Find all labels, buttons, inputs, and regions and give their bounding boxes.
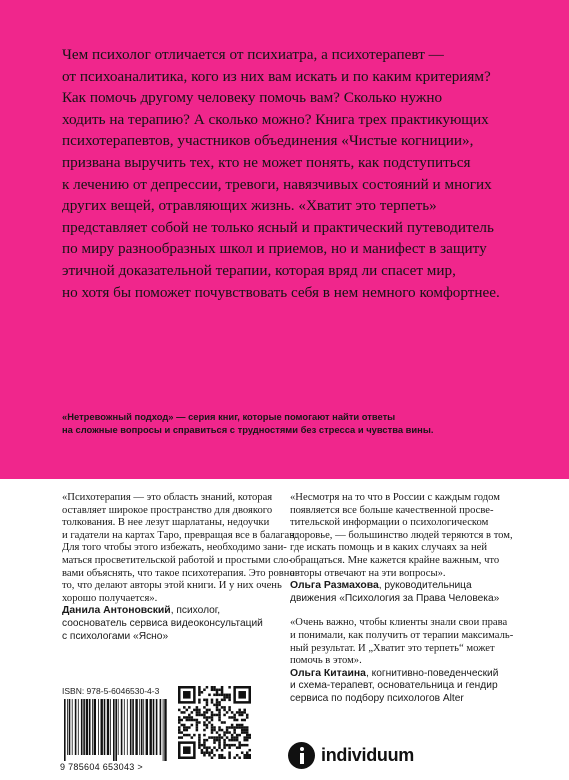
- quote-line: «Психотерапия — это область знаний, которая: [62, 492, 273, 503]
- blurb-line: ходить на терапию? А сколько можно? Книга трех практикующих: [62, 110, 489, 128]
- blurb-line: от психоаналитика, кого из них вам искать и по каким критериям?: [62, 67, 491, 85]
- blurb-line: Чем психолог отличается от психиатра, а психотерапевт —: [62, 46, 444, 63]
- quote-line: оставляет широкое пространство для двоякого: [62, 504, 273, 516]
- quote-author-role: , психолог,: [170, 605, 221, 617]
- quote-line: здоровье, — большинство людей теряются в том,: [290, 529, 513, 541]
- blurb-line: Как помочь другому человеку помочь вам? Сколько нужно: [62, 89, 443, 107]
- quote-line: тительской информации о психологическом: [290, 517, 489, 529]
- isbn-label: ISBN: 978-5-6046530-4-3: [62, 686, 160, 696]
- quote-author-role: сервиса по подбору психологов Alter: [290, 692, 464, 704]
- blurb-line: представляет собой не только ясный и практический путеводитель: [62, 218, 494, 236]
- quote-line: ный результат. И „Хватит это терпеть“ может: [290, 642, 495, 654]
- quote-kitaina: [290, 617, 530, 705]
- quote-line: «Очень важно, чтобы клиенты знали свои права: [290, 617, 508, 629]
- quote-line: хорошо получается».: [62, 592, 158, 604]
- quote-line: толкования. В нее лезут шарлатаны, недоучки: [62, 517, 270, 529]
- blurb-line: этичной доказательной терапии, которая вряд ли спасет мир,: [62, 261, 456, 279]
- quote-left-column: [62, 492, 298, 643]
- blurb-line: психотерапевтов, участников объединения «Чистые когниции»,: [62, 132, 474, 150]
- quote-line: обращаться. Мне кажется крайне важным, что: [290, 554, 500, 566]
- quote-line: где искать помощь и в каких случаях за ней: [290, 542, 487, 554]
- quote-line: и понимали, как получить от терапии максималь-: [290, 629, 514, 641]
- blurb-line: к лечению от депрессии, тревоги, навязчивых состояний и многих: [62, 175, 492, 193]
- blurb-line: по миру разнообразных школ и приемов, но и манифест в защиту: [62, 240, 487, 258]
- quote-line: и гадатели на картах Таро, превращая все в балаган.: [62, 529, 298, 541]
- series-description: [62, 410, 522, 436]
- quote-author-role: с психологами «Ясно»: [62, 630, 169, 642]
- quote-line: авторы отвечают на эти вопросы».: [290, 567, 446, 579]
- blurb-line: призвана выручить тех, кто не может понять, как подступиться: [62, 153, 471, 171]
- blurb-line: других вещей, отравляющих жизнь. «Хватит это терпеть»: [62, 197, 437, 215]
- quote-antonovsky: [62, 492, 298, 605]
- barcode-icon: [62, 699, 170, 761]
- quote-line: то, что делают авторы этой книги. И у них очень: [62, 580, 282, 592]
- quote-author-name: Ольга Размахова: [290, 580, 379, 592]
- quote-author-role: , когнитивно-поведенческий: [365, 667, 499, 679]
- series-line: на сложные вопросы и справиться с трудностями без стресса и чувства вины.: [62, 424, 434, 435]
- quote-author-name: Данила Антоновский: [62, 605, 171, 617]
- back-cover-blurb: [62, 44, 522, 303]
- series-line: «Нетревожный подход» — серия книг, которые помогают найти ответы: [62, 411, 396, 422]
- publisher-name: individuum: [321, 744, 414, 765]
- quote-line: вами объяснять, что такое психотерапия. Это ровно: [62, 567, 295, 579]
- quote-razmakhova: [290, 492, 530, 605]
- isbn-block: [60, 686, 172, 778]
- individuum-logo-icon: [288, 742, 315, 769]
- quote-right-column: [290, 492, 530, 706]
- quote-author-role: движения «Психология за Права Человека»: [290, 592, 500, 604]
- quote-author-role: сооснователь сервиса видеоконсультаций: [62, 617, 263, 629]
- quote-line: появляется все больше качественной просве-: [290, 504, 494, 516]
- quote-line: «Несмотря на то что в России с каждым годом: [290, 492, 500, 503]
- qr-code-icon: [178, 686, 251, 759]
- quote-author-name: Ольга Китаина: [290, 667, 366, 679]
- quote-attribution: [62, 605, 298, 643]
- isbn-digits: 9 785604 653043 >: [60, 762, 143, 772]
- blurb-line: но хотя бы поможет почувствовать себя в нем немного комфортнее.: [62, 283, 500, 301]
- quote-line: маться просветительской работой и простыми сло-: [62, 554, 293, 566]
- quote-line: помочь в этом».: [290, 655, 362, 667]
- quote-author-role: и схема-терапевт, основательница и гендир: [290, 680, 498, 692]
- publisher-logo: [288, 741, 414, 769]
- quote-author-role: , руководительница: [378, 580, 472, 592]
- quote-line: Для того чтобы этого избежать, необходимо зани-: [62, 542, 287, 554]
